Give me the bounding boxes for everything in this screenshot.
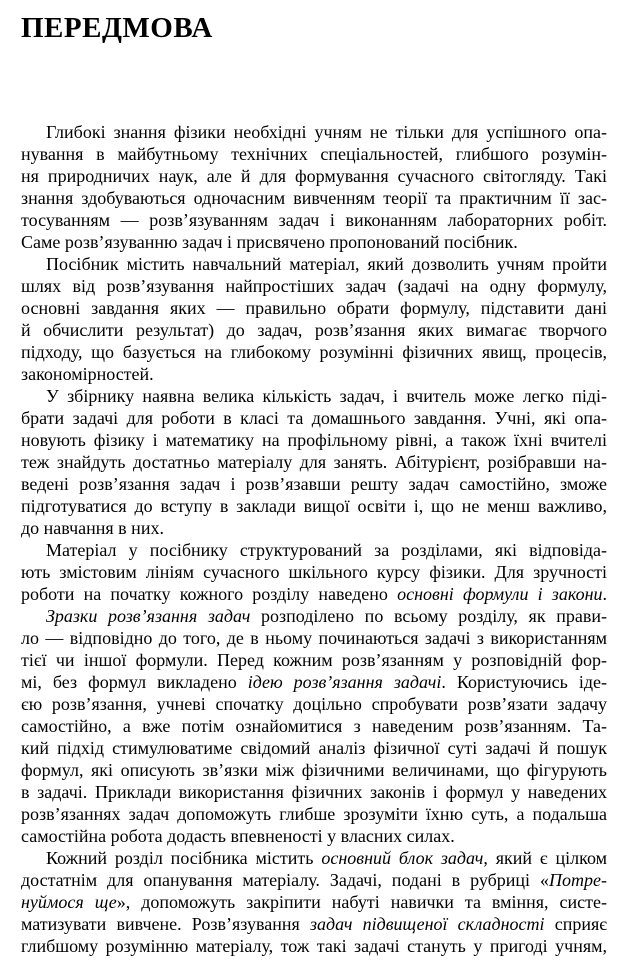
italic-text: основний блок задач <box>321 848 484 868</box>
body-text: ють змістовим лініям сучасного шкільного курсу фізики. Для зручності <box>21 562 607 582</box>
paragraph <box>21 121 607 253</box>
text-line <box>21 165 607 187</box>
text-line <box>21 737 607 759</box>
text-line <box>21 275 607 297</box>
body-text: ло — відповідно до того, де в ньому починаються задачі з використанням <box>21 628 607 648</box>
body-text: Посібник містить навчальний матеріал, який дозволить учням пройти <box>46 254 607 274</box>
text-line <box>21 363 607 385</box>
text-line <box>21 297 607 319</box>
italic-text: нуймося ще <box>21 892 117 912</box>
text-line <box>21 891 607 913</box>
text-line <box>21 495 607 517</box>
body-text: знання здобуваються одночасним вивченням теорії та практичним її зас- <box>21 188 607 208</box>
body-text: формул, які описують зв’язки між фізичними величинами, що фігурують <box>21 760 607 780</box>
text-line <box>21 209 607 231</box>
body-text: ня природничих наук, але й для формування сучасного світогляду. Такі <box>21 166 607 186</box>
text-line <box>21 649 607 671</box>
body-text: ведені розв’язання задач і розв’язавши решту задач самостійно, зможе <box>21 474 607 494</box>
body-text: розподілено по всьому розділу, як прави- <box>250 606 607 626</box>
body-text: й обчислити результат) до задач, розв’язання яких вимагає творчого <box>21 320 607 340</box>
body-text: Кожний розділ посібника містить <box>46 848 322 868</box>
italic-text: ідею розв’язання задачі <box>247 672 442 692</box>
body-text: Саме розв’язуванню задач і присвячено пропонований посібник. <box>21 232 518 252</box>
body-text: , який є цілком <box>483 848 607 868</box>
body-text: нування в майбутньому технічних спеціальностей, глибшого розумін- <box>21 144 607 164</box>
body-text: », допоможуть закріпити набуті навички та вміння, систе- <box>116 892 607 912</box>
body-text: роботи на початку кожного розділу наведено <box>21 584 398 604</box>
italic-text: Потре- <box>549 870 607 890</box>
body-text: . <box>602 584 607 604</box>
body-text: У збірнику наявна велика кількість задач, і вчитель може легко піді- <box>46 386 607 406</box>
paragraph <box>21 605 607 847</box>
text-line <box>21 473 607 495</box>
body-text: самостійна робота додасть впевненості у власних силах. <box>21 826 455 846</box>
body-text: Матеріал у посібнику структурований за розділами, які відповіда- <box>46 540 607 560</box>
text-line <box>21 913 607 935</box>
italic-text: Зразки розв’язання задач <box>46 606 251 626</box>
paragraph <box>21 539 607 605</box>
page-title: ПЕРЕДМОВА <box>21 12 213 44</box>
text-line <box>21 319 607 341</box>
text-line <box>21 385 607 407</box>
body-text: розв’язаннях задач допоможуть глибше зрозуміти їхню суть, а подальша <box>21 804 607 824</box>
body-text: тосуванням — розв’язуванням задач і виконанням лабораторних робіт. <box>21 210 607 230</box>
text-line <box>21 517 607 539</box>
body-text: основні завдання яких — правильно обрати формулу, підставити дані <box>21 298 607 318</box>
italic-text: задач підвищеної складності <box>309 914 545 934</box>
text-line <box>21 869 607 891</box>
paragraph <box>21 847 607 957</box>
text-line <box>21 715 607 737</box>
text-line <box>21 671 607 693</box>
body-text: мі, без формул викладено <box>21 672 248 692</box>
body-text: глибшому розумінню матеріалу, тож такі задачі стануть у пригоді учням, <box>21 936 607 956</box>
text-line <box>21 561 607 583</box>
text-line <box>21 341 607 363</box>
text-line <box>21 847 607 869</box>
body-text: тієї чи іншої формули. Перед кожним розв’язанням у розповідній фор- <box>21 650 607 670</box>
text-line <box>21 803 607 825</box>
paragraph <box>21 253 607 385</box>
text-line <box>21 451 607 473</box>
body-text: єю розв’язання, учневі спочатку доцільно спробувати розв’язати задачу <box>21 694 607 714</box>
body-text: підготуватися до вступу в заклади вищої освіти і, що не менш важливо, <box>21 496 607 516</box>
body-text: кий підхід стимулюватиме свідомий аналіз фізичної суті задачі й пошук <box>21 738 607 758</box>
text-line <box>21 429 607 451</box>
body-text: . Користуючись іде- <box>441 672 607 692</box>
body-text: самостійно, а вже потім ознайомитися з наведеним розв’язанням. Та- <box>21 716 607 736</box>
preface-text <box>21 121 607 957</box>
body-text: Глибокі знання фізики необхідні учням не тільки для успішного опа- <box>46 122 607 142</box>
text-line <box>21 935 607 957</box>
text-line <box>21 253 607 275</box>
text-line <box>21 781 607 803</box>
italic-text: основні формули і закони <box>397 584 603 604</box>
text-line <box>21 605 607 627</box>
paragraph <box>21 385 607 539</box>
body-text: новують фізику і математику на профільному рівні, а також їхні вчителі <box>21 430 607 450</box>
body-text: шлях від розв’язування найпростіших задач (задачі на одну формулу, <box>21 276 607 296</box>
body-text: закономірностей. <box>21 364 154 384</box>
body-text: брати задачі для роботи в класі та домашнього завдання. Учні, які опа- <box>21 408 607 428</box>
body-text: теж знайдуть достатньо матеріалу для занять. Абітурієнт, розібравши на- <box>21 452 607 472</box>
body-text: до навчання в них. <box>21 518 164 538</box>
text-line <box>21 627 607 649</box>
text-line <box>21 583 607 605</box>
body-text: в задачі. Приклади використання фізичних законів і формул у наведених <box>21 782 607 802</box>
text-line <box>21 539 607 561</box>
body-text: достатнім для опанування матеріалу. Задачі, подані в рубриці « <box>21 870 550 890</box>
text-line <box>21 407 607 429</box>
body-text: підходу, що базується на глибокому розумінні фізичних явищ, процесів, <box>21 342 607 362</box>
text-line <box>21 143 607 165</box>
text-line <box>21 759 607 781</box>
text-line <box>21 693 607 715</box>
body-text: сприяє <box>544 914 607 934</box>
text-line <box>21 231 607 253</box>
text-line <box>21 121 607 143</box>
body-text: матизувати вивчене. Розв’язування <box>21 914 310 934</box>
text-line <box>21 187 607 209</box>
text-line <box>21 825 607 847</box>
